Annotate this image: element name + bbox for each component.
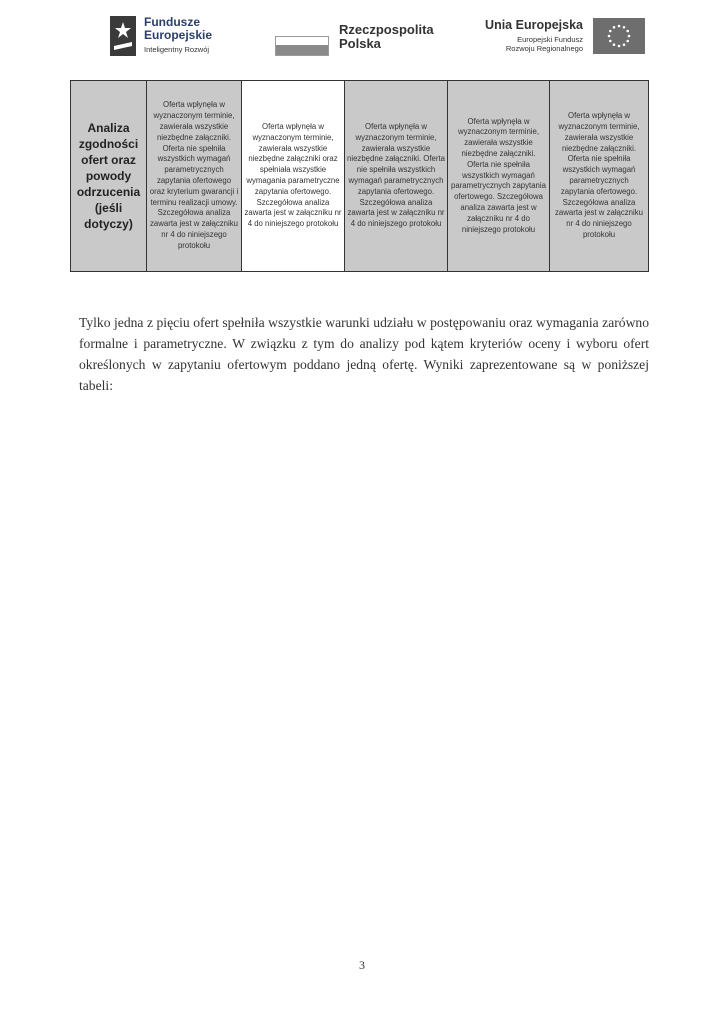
logo-fundusze-europejskie — [110, 14, 260, 60]
row-header-analysis: Analiza zgodności ofert oraz powody odrzucenia (jeśli dotyczy) — [71, 81, 147, 272]
polish-flag-icon — [275, 36, 329, 56]
fundusze-europejskie-emblem-icon — [110, 16, 136, 56]
offer-cell-4: Oferta wpłynęła w wyznaczonym terminie, zawierała wszystkie niezbędne załączniki. Oferta nie spełniła wszystkich wymagań parametrycznych zapytania ofertowego. Szczegółowa analiza zawarta jest w załączniku nr 4 do niniejszego protokołu — [448, 81, 550, 272]
summary-paragraph: Tylko jedna z pięciu ofert spełniła wszystkie warunki udziału w postępowaniu oraz wymagania zarówno formalne i parametryczne. W związku z tym do analizy pod kątem kryteriów oceny i wyboru ofert określonych w zapytaniu ofertowym poddano jedną ofertę. Wyniki zaprezentowane są w poniższej tabeli: — [79, 314, 649, 393]
ue-logo-line3: Rozwoju Regionalnego — [505, 44, 583, 53]
offer-cell-2: Oferta wpłynęła w wyznaczonym terminie, zawierała wszystkie niezbędne załączniki oraz spełniała wszystkie wymagania parametryczne zapytania ofertowego. Szczegółowa analiza zawarta jest w załączniku nr 4 do niniejszego protokołu — [242, 81, 345, 272]
page-number: 3 — [359, 958, 365, 972]
ue-logo-line2: Europejski Fundusz — [517, 35, 583, 44]
offer-cell-1: Oferta wpłynęła w wyznaczonym terminie, zawierała wszystkie niezbędne załączniki. Oferta nie spełniła wszystkich wymagań parametrycznych zapytania ofertowego oraz kryterium gwarancji i terminu realizacji umowy. Szczegółowa analiza zawarta jest w załączniku nr 4 do niniejszego protokołu — [147, 81, 242, 272]
table-row — [71, 81, 649, 272]
fe-logo-line1: Fundusze — [144, 15, 200, 29]
logo-rzeczpospolita-polska — [275, 22, 445, 62]
offer-cell-5: Oferta wpłynęła w wyznaczonym terminie, zawierała wszystkie niezbędne załączniki. Oferta nie spełniła wszystkich wymagań parametrycznych zapytania ofertowego. Szczegółowa analiza zawarta jest w załączniku nr 4 do niniejszego protokołu — [550, 81, 649, 272]
rp-logo-line2: Polska — [339, 36, 381, 51]
offer-cell-3: Oferta wpłynęła w wyznaczonym terminie, zawierała wszystkie niezbędne załączniki. Oferta nie spełniła wszystkich wymagań parametrycznych zapytania ofertowego. Szczegółowa analiza zawarta jest w załączniku nr 4 do niniejszego protokołu — [345, 81, 448, 272]
fe-logo-line3: Inteligentny Rozwój — [144, 45, 210, 54]
offers-analysis-table — [70, 80, 649, 272]
rp-logo-line1: Rzeczpospolita — [339, 22, 434, 37]
logo-unia-europejska — [480, 18, 645, 64]
fe-logo-line2: Europejskie — [144, 28, 213, 42]
eu-flag-icon — [593, 18, 645, 54]
header-logos — [0, 14, 724, 64]
ue-logo-line1: Unia Europejska — [485, 18, 583, 32]
